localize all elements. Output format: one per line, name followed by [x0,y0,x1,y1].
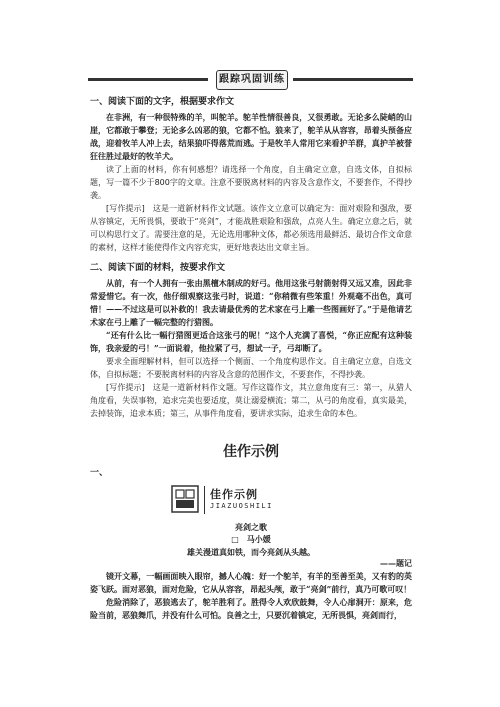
section-2-material-1: 从前，有一个人拥有一张由黑檀木制成的好弓。他用这张弓射箭射得又远又准，因此非常爱惜它。有一次，他仔细观察这张弓时，说道：“你稍微有些笨重！外观毫不出色，真可惜！——不过这是可以补救的！我去请最优秀的艺术家在弓上雕一些图画好了。”于是他请艺术家在弓上雕了一幅完整的行猎图。 [90,278,412,327]
section-2-prompt: 要求全面理解材料，但可以选择一个侧面、一个角度构思作文。自主确定立意，自选文体，自拟标题；不要脱离材料的内容及含意的范围作文，不要套作，不得抄袭。 [90,357,412,379]
header-rule-left [88,78,208,81]
showcase-number: 一、 [90,468,109,478]
document-body [90,96,412,622]
showcase-title: 佳作示例 [223,444,279,460]
essay-paragraph-2: 危险消除了，恶狼逃去了，鸵羊胜利了。胜得令人欢欣鼓舞，令人心扉洞开：原来，危险当前，恶狼舞爪，并没有什么可怕。良善之士，只要沉着镇定，无所畏惧，亮剑而行， [90,597,412,620]
section-1-material: 在非洲，有一种很特殊的羊，叫鸵羊。鸵羊性情很善良，又很勇敢。无论多么陡峭的山崖，它都敢于攀登；无论多么凶恶的狼，它都不怕。狼来了，鸵羊从从容容，昂着头预备应战，迎着牧羊人冲上去，结果狼吓得落荒而逃。于是牧羊人常用它来看护羊群，真护羊被誉狂往胜过最好的牧羊犬。 [90,112,412,161]
section-header-band [88,70,413,88]
essay-paragraph-1: 镜开文幕，一幅画面映入眼帘，撼人心魄：好一个鸵羊，有羊的至善至美，又有豹的英姿飞跃。面对恶狼，面对危险，它从从容容，昂起头颅，敢于“亮剑”前行，真乃可歌可叹！ [90,571,412,594]
showcase-logo-divider [204,486,205,514]
header-rule-right [293,78,413,81]
essay-author: □ 马小媛 [231,535,271,544]
section-2-title: 二、阅读下面的材料，按要求作文 [90,263,226,273]
showcase-logo-icon [170,484,200,514]
header-tab-label: 跟踪巩固训练 [216,70,288,90]
showcase-logo [170,484,340,520]
section-1-guidance: [写作提示] 这是一道新材料作文试题。该作文立意可以确定为：面对艰险和强敌，要从容镇定，无所畏惧，要敢于“亮剑”，才能战胜艰险和强敌，点亮人生。确定立意之后，就可以构思行文了。需要注意的是，无论选用哪种文体，都必须选用最鲜活、最切合作文命意的素材，这样才能使得作文内容充实，更好地表达出文章主旨。 [90,204,412,252]
showcase-logo-cn: 佳作示例 [210,488,258,501]
showcase-logo-en: JIAZUOSHILI [210,502,273,510]
section-2-guidance: [写作提示] 这是一道新材料作文题。写作这篇作文，其立意角度有三：第一，从猎人角度看，失误事物，追求完美也要适度，莫让溺爱横流；第二，从弓的角度看，真实最美，去掉装饰，追求本质；第三，从事件角度看，要讲求实际，追求生命的本色。 [90,383,412,418]
essay-epigraph: 雄关漫道真如铁，而今亮剑从头越。 [187,547,315,557]
section-1-title: 一、阅读下面的文字，根据要求作文 [90,97,235,107]
essay-epigraph-signoff: ——题记 [380,559,412,568]
section-2-material-2: “还有什么比一幅行猎图更适合这张弓的呢！”这个人充满了喜悦，“你正应配有这种装饰，我亲爱的弓！”一面说着，他拉紧了弓，想试一子，弓却断了。 [90,330,412,353]
section-1-prompt: 读了上面的材料，你有何感想？请选择一个角度，自主确定立意，自选文体，自拟标题，写一篇不少于800字的文章。注意不要脱离材料的内容及含意作文，不要套作，不得抄袭。 [90,165,412,200]
essay-title: 亮剑之歌 [235,523,267,532]
